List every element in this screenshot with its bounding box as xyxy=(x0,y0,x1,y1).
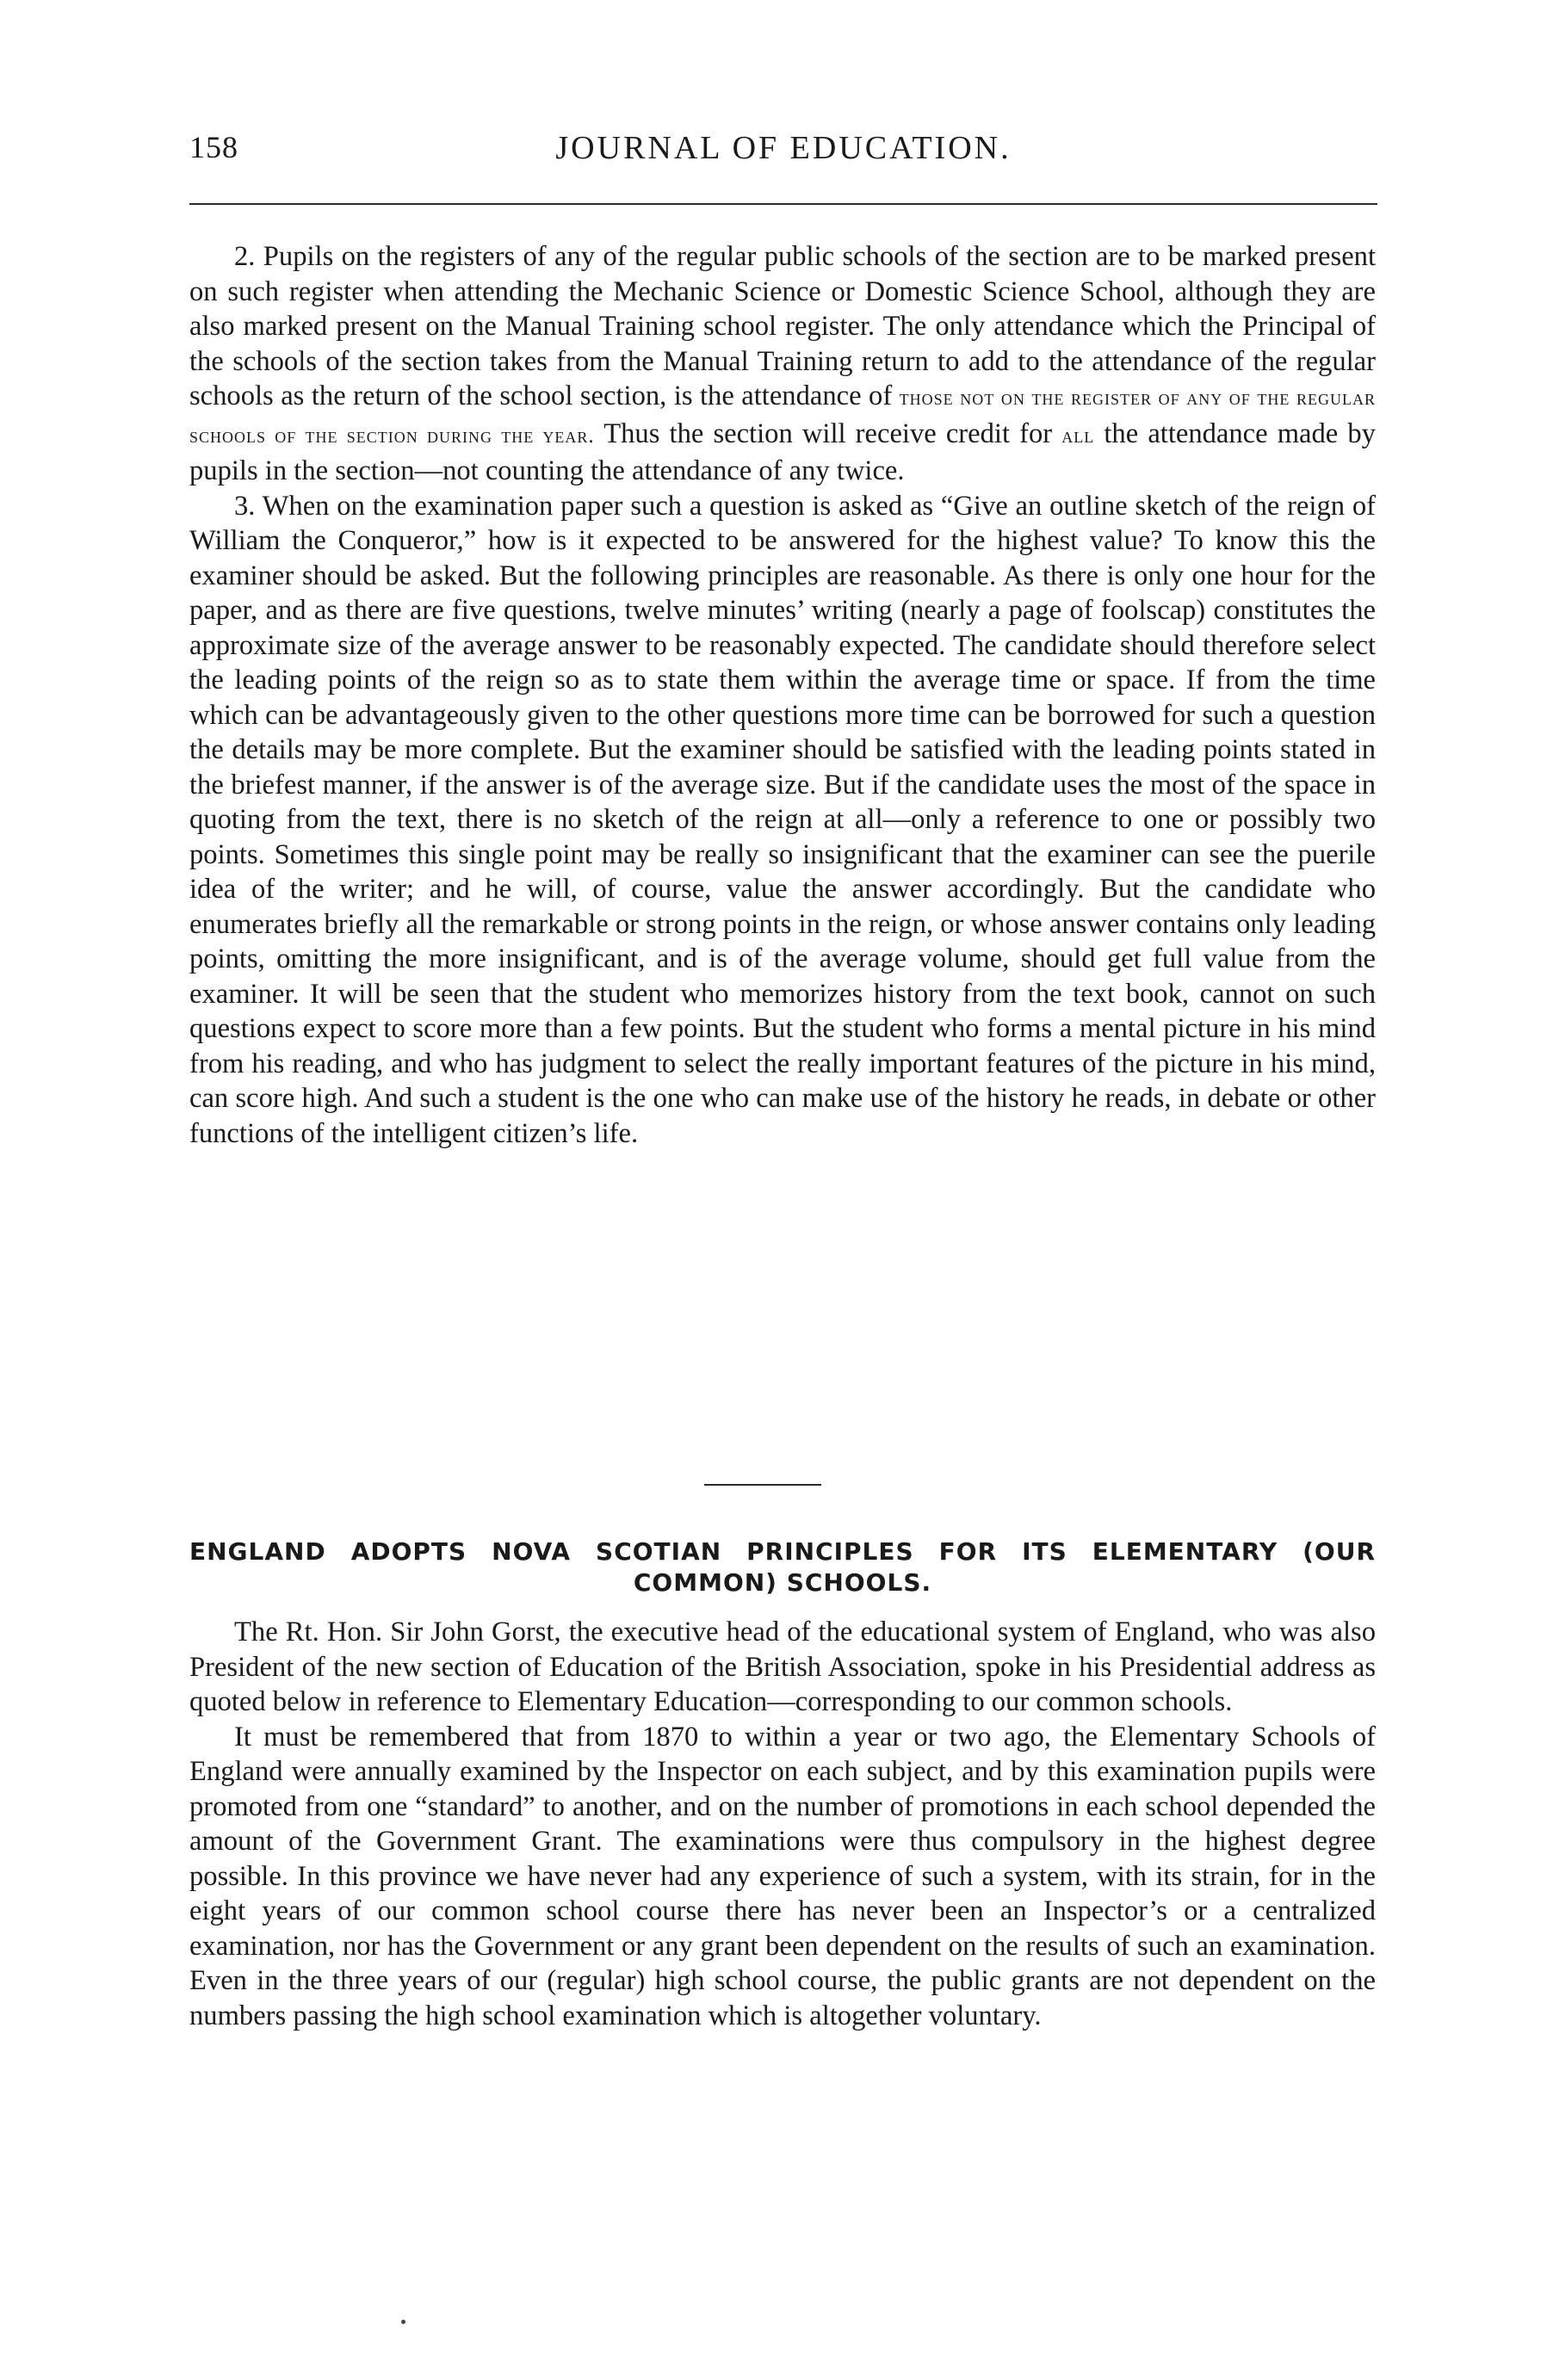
page-header xyxy=(189,129,1377,181)
paragraph-3: 3. When on the examination paper such a question is asked as “Give an outline sketch of the reign of William the Conqueror,” how is it expected to be answered for the highest value? To know this the examiner should be asked. But the following principles are reasonable. As there is only one hour for the paper, and as there are five questions, twelve minutes’ writing (nearly a page of foolscap) constitutes the approximate size of the average answer to be reasonably expected. The candidate should therefore select the leading points of the reign so as to state them within the average time or space. If from the time which can be advantageously given to the other questions more time can be borrowed for such a question the details may be more complete. But the examiner should be satisfied with the leading points stated in the briefest manner, if the answer is of the average size. But if the candidate uses the most of the space in quoting from the text, there is no sketch of the reign at all—only a reference to one or possibly two points. Sometimes this single point may be really so insignificant that the examiner can see the puerile idea of the writer; and he will, of course, value the answer accordingly. But the candidate who enumerates briefly all the remarkable or strong points in the reign, or whose answer contains only leading points, omitting the more insignificant, and is of the average volume, should get full value from the examiner. It will be seen that the student who memorizes history from the text book, cannot on such questions expect to score more than a few points. But the student who forms a mental picture in his mind from his reading, and who has judgment to select the really important features of the picture in his mind, can score high. And such a student is the one who can make use of the history he reads, in debate or other functions of the intelligent citizen’s life. xyxy=(189,490,1376,1149)
page-number: 158 xyxy=(189,130,238,164)
paragraph-2-text-b: Thus the section will receive credit for xyxy=(594,417,1062,449)
header-rule xyxy=(189,203,1377,205)
section-divider xyxy=(704,1484,821,1486)
article-text xyxy=(189,1615,1376,2033)
paragraph-2-text-c: the attendance made by pupils in the section—not counting the attendance of any twice. xyxy=(189,417,1376,486)
section-one-text xyxy=(189,239,1376,1151)
article-paragraph-2: It must be remembered that from 1870 to within a year or two ago, the Elementary Schools of England were annually examined by the Inspector on each subject, and by this examination pupils were promoted from one “standard” to another, and on the number of promotions in each school depended the amount of the Government Grant. The examinations were thus compulsory in the highest degree possible. In this province we have never had any experience of such a system, with its strain, for in the eight years of our common school course there has never been an Inspector’s or a centralized examination, nor has the Government or any grant been dependent on the results of such an examination. Even in the three years of our (regular) high school course, the public grants are not dependent on the numbers passing the high school examination which is altogether voluntary. xyxy=(189,1721,1376,2031)
article-title: ENGLAND ADOPTS NOVA SCOTIAN PRINCIPLES FOR ITS ELEMENTARY (OUR COMMON) SCHOOLS. xyxy=(189,1537,1376,1597)
article-paragraph-1: The Rt. Hon. Sir John Gorst, the executive head of the educational system of England, who was also President of the new section of Education of the British Association, spoke in his Presidential address as quoted below in reference to Elementary Education—corresponding to our common schools. xyxy=(189,1617,1376,1717)
paragraph-2-smallcaps-1: those not on the register of any of the regular schools of the section during the year. xyxy=(189,386,1376,448)
paragraph-2-text-a: 2. Pupils on the registers of any of the regular public schools of the section are to be marked present on such register when attending the Mechanic Science or Domestic Science School, although they are also marked present on the Manual Training school register. The only attendance which the Principal of the schools of the section takes from the Manual Training return to add to the attendance of the regular schools as the return of the school section, is the attendance of xyxy=(189,241,1376,411)
paragraph-2-smallcaps-2: all xyxy=(1061,423,1095,448)
ink-speck xyxy=(401,2320,405,2324)
paragraph-2 xyxy=(189,239,1376,489)
running-title: JOURNAL OF EDUCATION. xyxy=(555,130,1012,166)
